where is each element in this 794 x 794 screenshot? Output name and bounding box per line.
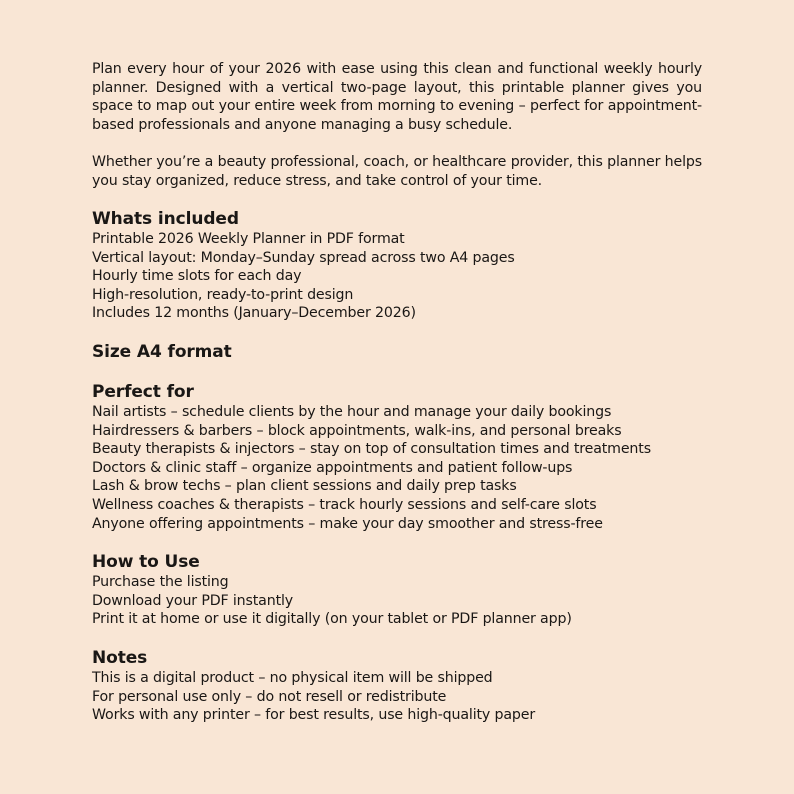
audience-paragraph: Whether you’re a beauty professional, coach, or healthcare provider, this planner helps you stay organized, reduce stress, and take control of your time.: [92, 154, 702, 189]
whats-included-section: [92, 209, 702, 323]
list-item: Download your PDF instantly: [92, 592, 294, 609]
list-item: Hairdressers & barbers – block appointments, walk-ins, and personal breaks: [92, 422, 622, 439]
whats-included-list: [92, 230, 702, 323]
perfect-for-list: [92, 403, 702, 533]
notes-section: [92, 648, 702, 725]
list-item: Purchase the listing: [92, 574, 229, 591]
list-item: Lash & brow techs – plan client sessions and daily prep tasks: [92, 478, 517, 495]
size-heading: Size A4 format: [92, 341, 232, 362]
perfect-for-heading: Perfect for: [92, 381, 194, 402]
whats-included-heading: Whats included: [92, 209, 239, 229]
product-description: [92, 60, 702, 725]
list-item: Print it at home or use it digitally (on your tablet or PDF planner app): [92, 611, 572, 628]
how-to-use-heading: How to Use: [92, 552, 200, 573]
how-to-use-section: [92, 552, 702, 629]
how-to-use-list: [92, 573, 702, 629]
list-item: Anyone offering appointments – make your day smoother and stress-free: [92, 515, 603, 532]
notes-list: [92, 669, 702, 725]
list-item: Printable 2026 Weekly Planner in PDF format: [92, 231, 405, 247]
list-item: Works with any printer – for best results, use high-quality paper: [92, 707, 536, 724]
perfect-for-section: [92, 382, 702, 533]
list-item: This is a digital product – no physical item will be shipped: [92, 669, 493, 686]
notes-heading: Notes: [92, 647, 148, 668]
list-item: Beauty therapists & injectors – stay on top of consultation times and treatments: [92, 441, 651, 458]
list-item: For personal use only – do not resell or redistribute: [92, 688, 447, 705]
intro-paragraph: Plan every hour of your 2026 with ease using this clean and functional weekly hourly planner. Designed with a vertical two-page layout, this printable planner gives you space to map out your entire week from morning to evening – perfect for appointment-based professionals and anyone managing a busy schedule.: [92, 61, 702, 133]
list-item: High-resolution, ready-to-print design: [92, 286, 354, 303]
size-section: [92, 342, 702, 363]
list-item: Hourly time slots for each day: [92, 268, 302, 285]
list-item: Doctors & clinic staff – organize appointments and patient follow-ups: [92, 459, 573, 476]
list-item: Nail artists – schedule clients by the hour and manage your daily bookings: [92, 403, 612, 420]
list-item: Wellness coaches & therapists – track hourly sessions and self-care slots: [92, 496, 597, 513]
list-item: Includes 12 months (January–December 2026): [92, 305, 416, 322]
list-item: Vertical layout: Monday–Sunday spread across two A4 pages: [92, 249, 515, 266]
